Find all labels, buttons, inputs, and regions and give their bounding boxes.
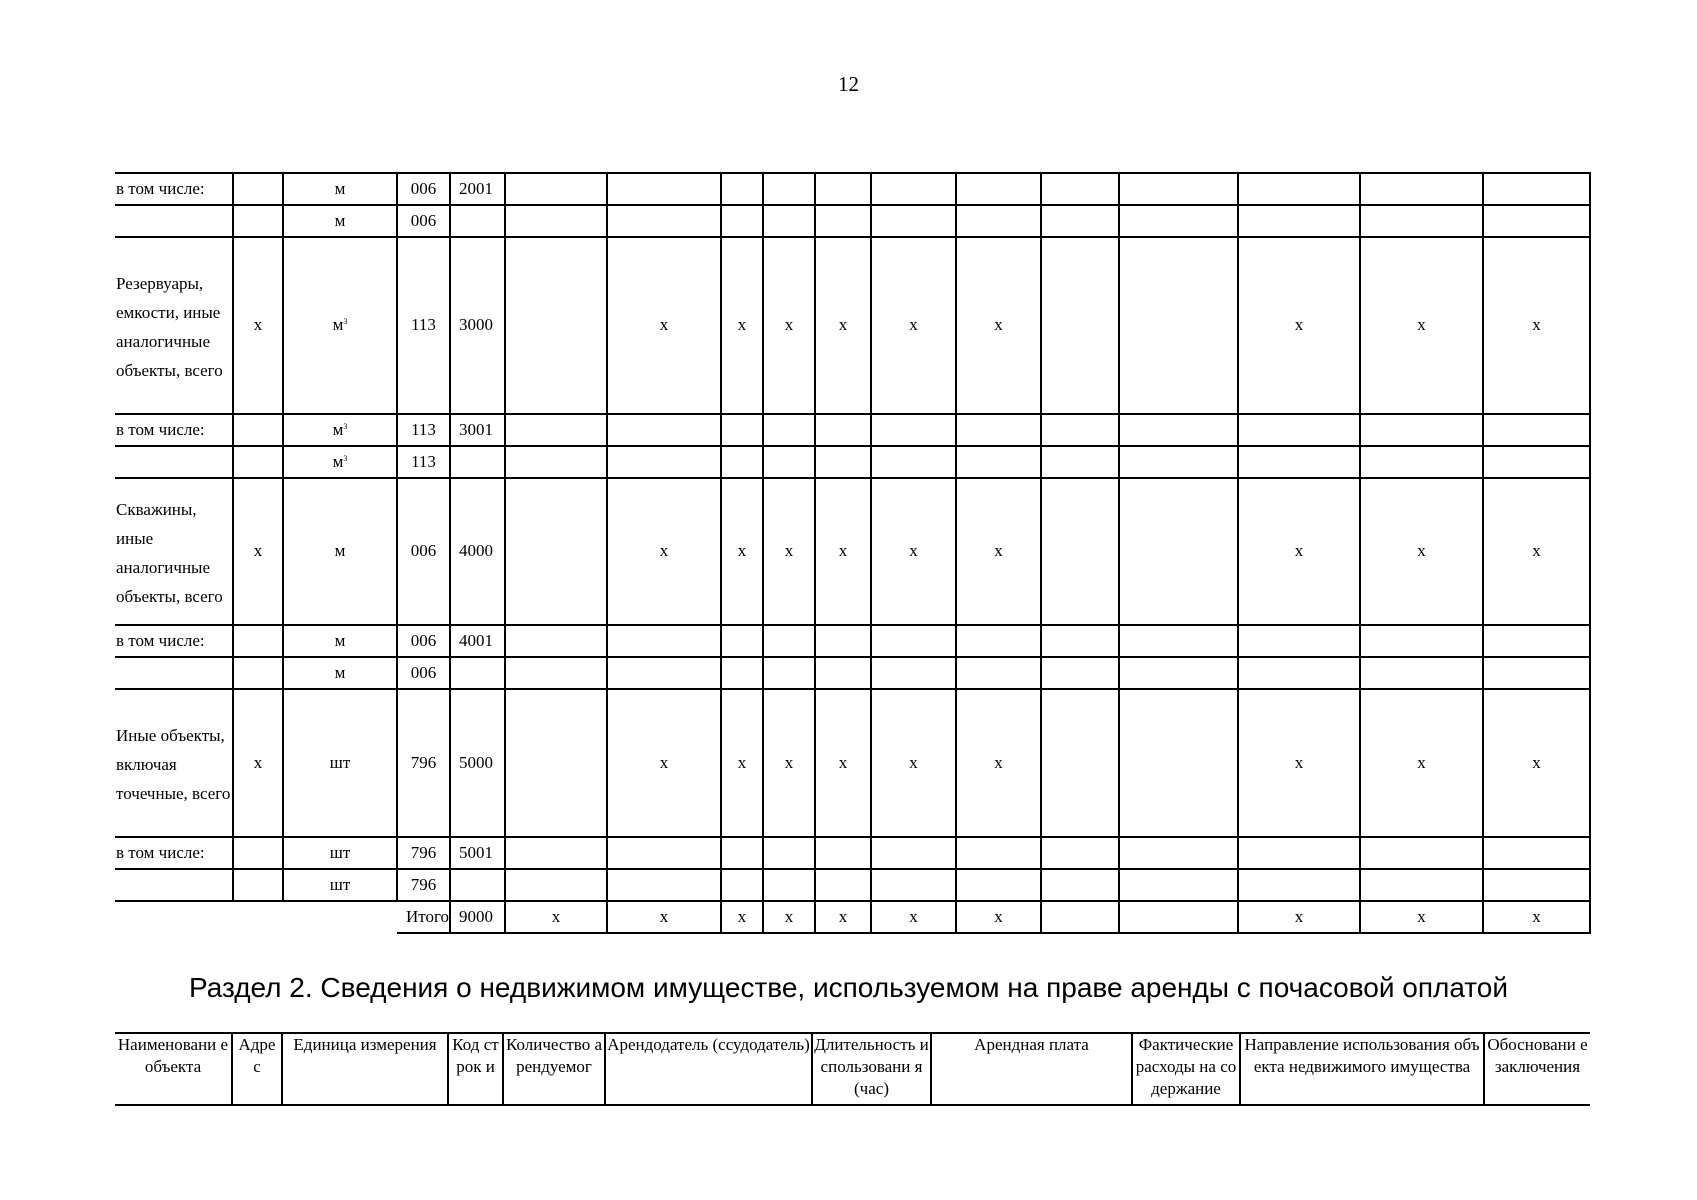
unit-superscript: 3 xyxy=(343,453,348,463)
data-cell xyxy=(1238,869,1360,901)
data-cell xyxy=(956,414,1041,446)
data-cell xyxy=(1483,414,1590,446)
table-row xyxy=(115,625,1590,657)
data-cell xyxy=(607,837,721,869)
row-code-cell xyxy=(450,446,505,478)
data-cell xyxy=(721,837,763,869)
address-cell: х xyxy=(233,689,283,837)
unit-cell xyxy=(283,625,397,657)
data-cell xyxy=(505,478,607,625)
data-cell xyxy=(1360,837,1483,869)
data-cell xyxy=(1483,869,1590,901)
total-data-cell: х xyxy=(1360,901,1483,933)
data-cell: х xyxy=(871,478,956,625)
data-cell xyxy=(1119,689,1238,837)
row-code-cell: 4001 xyxy=(450,625,505,657)
data-cell xyxy=(1119,446,1238,478)
data-cell xyxy=(1360,869,1483,901)
data-cell: х xyxy=(1238,237,1360,414)
data-cell xyxy=(871,625,956,657)
section2-header-cell: Обосновани е заключения xyxy=(1484,1033,1590,1105)
data-cell xyxy=(815,173,871,205)
section2-header-cell: Код строк и xyxy=(448,1033,503,1105)
section1-table xyxy=(115,172,1591,934)
address-cell xyxy=(233,869,283,901)
total-data-cell xyxy=(1041,901,1119,933)
unit-text: м xyxy=(334,630,346,650)
object-name-cell xyxy=(115,869,233,901)
data-cell xyxy=(1041,689,1119,837)
address-cell xyxy=(233,414,283,446)
data-cell xyxy=(1238,657,1360,689)
unit-text: м xyxy=(334,541,346,561)
table-row xyxy=(115,237,1590,414)
table-row xyxy=(115,869,1590,901)
data-cell xyxy=(1360,657,1483,689)
data-cell xyxy=(763,414,815,446)
unit-cell xyxy=(283,237,397,414)
data-cell xyxy=(1483,837,1590,869)
data-cell xyxy=(1238,173,1360,205)
section2-header-cell: Арендная плата xyxy=(931,1033,1132,1105)
data-cell xyxy=(721,205,763,237)
table-row xyxy=(115,446,1590,478)
data-cell: х xyxy=(763,237,815,414)
data-cell xyxy=(763,837,815,869)
unit-cell xyxy=(283,478,397,625)
data-cell xyxy=(505,689,607,837)
data-cell xyxy=(1119,205,1238,237)
data-cell xyxy=(871,869,956,901)
data-cell xyxy=(1360,414,1483,446)
address-cell xyxy=(233,446,283,478)
data-cell: х xyxy=(721,689,763,837)
data-cell xyxy=(1483,173,1590,205)
data-cell xyxy=(1041,173,1119,205)
data-cell xyxy=(956,837,1041,869)
total-label: Итого xyxy=(397,901,450,933)
data-cell xyxy=(607,205,721,237)
object-name-cell: в том числе: xyxy=(115,414,233,446)
unit-cell xyxy=(283,657,397,689)
data-cell xyxy=(721,869,763,901)
address-cell: х xyxy=(233,478,283,625)
okei-code-cell: 796 xyxy=(397,869,450,901)
unit-cell xyxy=(283,414,397,446)
data-cell xyxy=(505,446,607,478)
data-cell xyxy=(1238,625,1360,657)
unit-cell xyxy=(283,869,397,901)
section2-title: Раздел 2. Сведения о недвижимом имуществе, используемом на праве аренды с почасовой оплатой xyxy=(188,972,1509,1003)
data-cell xyxy=(607,625,721,657)
data-cell: х xyxy=(956,237,1041,414)
data-cell: х xyxy=(1238,478,1360,625)
data-cell xyxy=(763,657,815,689)
data-cell xyxy=(505,657,607,689)
total-data-cell: х xyxy=(956,901,1041,933)
data-cell xyxy=(1119,173,1238,205)
data-cell xyxy=(956,869,1041,901)
unit-text: м xyxy=(332,419,344,439)
data-cell xyxy=(721,657,763,689)
unit-text: шт xyxy=(329,842,351,862)
data-cell xyxy=(1041,837,1119,869)
data-cell xyxy=(871,173,956,205)
section2-header-cell: Адре с xyxy=(232,1033,282,1105)
total-data-cell: х xyxy=(721,901,763,933)
data-cell: х xyxy=(815,237,871,414)
data-cell xyxy=(763,869,815,901)
data-cell xyxy=(871,205,956,237)
unit-text: шт xyxy=(329,752,351,772)
total-data-cell: х xyxy=(871,901,956,933)
data-cell xyxy=(815,837,871,869)
data-cell xyxy=(1119,625,1238,657)
data-cell xyxy=(505,414,607,446)
okei-code-cell: 113 xyxy=(397,237,450,414)
okei-code-cell: 113 xyxy=(397,446,450,478)
data-cell xyxy=(1360,446,1483,478)
data-cell xyxy=(1483,205,1590,237)
data-cell xyxy=(1360,173,1483,205)
data-cell xyxy=(607,657,721,689)
row-code-cell: 4000 xyxy=(450,478,505,625)
table-row xyxy=(115,689,1590,837)
data-cell xyxy=(1238,837,1360,869)
unit-superscript: 3 xyxy=(343,421,348,431)
data-cell xyxy=(607,869,721,901)
object-name-cell: в том числе: xyxy=(115,173,233,205)
unit-text: м xyxy=(332,451,344,471)
data-cell xyxy=(763,173,815,205)
data-cell xyxy=(1119,237,1238,414)
data-cell xyxy=(1041,237,1119,414)
data-cell xyxy=(1360,205,1483,237)
unit-cell xyxy=(283,689,397,837)
data-cell: х xyxy=(763,689,815,837)
data-cell xyxy=(956,205,1041,237)
row-code-cell: 3001 xyxy=(450,414,505,446)
section2-header-cell: Фактические расходы на содержание xyxy=(1132,1033,1240,1105)
object-name-cell: в том числе: xyxy=(115,625,233,657)
unit-text: м xyxy=(334,178,346,198)
data-cell: х xyxy=(721,478,763,625)
data-cell xyxy=(956,173,1041,205)
data-cell: х xyxy=(956,478,1041,625)
data-cell xyxy=(1041,657,1119,689)
data-cell: х xyxy=(815,689,871,837)
data-cell xyxy=(871,837,956,869)
total-row xyxy=(115,901,1590,933)
data-cell xyxy=(721,625,763,657)
address-cell: х xyxy=(233,237,283,414)
data-cell xyxy=(1119,414,1238,446)
object-name-cell xyxy=(115,657,233,689)
data-cell: х xyxy=(763,478,815,625)
data-cell xyxy=(1360,625,1483,657)
data-cell xyxy=(1041,869,1119,901)
data-cell: х xyxy=(1238,689,1360,837)
data-cell xyxy=(871,414,956,446)
data-cell: х xyxy=(1360,689,1483,837)
section2-header-cell: Направление использования объекта недвижимого имущества xyxy=(1240,1033,1484,1105)
data-cell xyxy=(505,237,607,414)
data-cell: х xyxy=(1483,237,1590,414)
data-cell xyxy=(956,657,1041,689)
address-cell xyxy=(233,625,283,657)
data-cell xyxy=(1483,657,1590,689)
section2-header-cell: Наименовани е объекта xyxy=(115,1033,232,1105)
data-cell xyxy=(956,446,1041,478)
data-cell: х xyxy=(1360,237,1483,414)
unit-text: м xyxy=(334,662,346,682)
okei-code-cell: 006 xyxy=(397,625,450,657)
total-data-cell: х xyxy=(1238,901,1360,933)
data-cell: х xyxy=(607,478,721,625)
data-cell xyxy=(505,869,607,901)
data-cell: х xyxy=(871,237,956,414)
total-data-cell: х xyxy=(1483,901,1590,933)
total-data-cell: х xyxy=(815,901,871,933)
object-name-cell xyxy=(115,205,233,237)
table-row xyxy=(115,837,1590,869)
data-cell xyxy=(1041,414,1119,446)
data-cell xyxy=(815,414,871,446)
okei-code-cell: 006 xyxy=(397,478,450,625)
data-cell xyxy=(505,625,607,657)
data-cell xyxy=(607,446,721,478)
unit-cell xyxy=(283,837,397,869)
address-cell xyxy=(233,657,283,689)
data-cell xyxy=(1041,446,1119,478)
data-cell xyxy=(1119,478,1238,625)
data-cell: х xyxy=(1360,478,1483,625)
data-cell xyxy=(505,837,607,869)
data-cell xyxy=(763,446,815,478)
data-cell xyxy=(763,625,815,657)
okei-code-cell: 006 xyxy=(397,657,450,689)
table-row xyxy=(115,205,1590,237)
okei-code-cell: 006 xyxy=(397,205,450,237)
data-cell xyxy=(815,657,871,689)
unit-text: шт xyxy=(329,874,351,894)
data-cell xyxy=(1238,414,1360,446)
data-cell xyxy=(1483,625,1590,657)
total-data-cell: х xyxy=(505,901,607,933)
data-cell xyxy=(1119,837,1238,869)
data-cell xyxy=(607,173,721,205)
data-cell: х xyxy=(607,237,721,414)
object-name-cell: Резервуары, емкости, иные аналогичные объекты, всего xyxy=(115,237,233,414)
table-row xyxy=(115,414,1590,446)
okei-code-cell: 006 xyxy=(397,173,450,205)
data-cell xyxy=(815,869,871,901)
unit-text: м xyxy=(332,315,344,335)
address-cell xyxy=(233,173,283,205)
data-cell xyxy=(956,625,1041,657)
object-name-cell: Иные объекты, включая точечные, всего xyxy=(115,689,233,837)
total-data-cell: х xyxy=(607,901,721,933)
section2-header-cell: Арендодатель (ссудодатель) xyxy=(605,1033,812,1105)
data-cell xyxy=(763,205,815,237)
data-cell: х xyxy=(607,689,721,837)
data-cell xyxy=(1483,446,1590,478)
page-number: 12 xyxy=(838,72,859,96)
data-cell xyxy=(1238,446,1360,478)
data-cell xyxy=(871,446,956,478)
unit-cell xyxy=(283,173,397,205)
total-blank xyxy=(115,901,397,933)
data-cell xyxy=(505,173,607,205)
okei-code-cell: 796 xyxy=(397,837,450,869)
row-code-cell: 3000 xyxy=(450,237,505,414)
data-cell xyxy=(721,173,763,205)
row-code-cell xyxy=(450,205,505,237)
row-code-cell xyxy=(450,657,505,689)
data-cell xyxy=(1119,657,1238,689)
object-name-cell: в том числе: xyxy=(115,837,233,869)
table-row xyxy=(115,478,1590,625)
data-cell xyxy=(1041,625,1119,657)
unit-superscript: 3 xyxy=(343,317,348,327)
data-cell: х xyxy=(871,689,956,837)
data-cell xyxy=(607,414,721,446)
data-cell xyxy=(1238,205,1360,237)
data-cell xyxy=(721,414,763,446)
data-cell: х xyxy=(815,478,871,625)
data-cell xyxy=(1041,478,1119,625)
total-data-cell xyxy=(1119,901,1238,933)
unit-cell xyxy=(283,205,397,237)
data-cell xyxy=(871,657,956,689)
okei-code-cell: 796 xyxy=(397,689,450,837)
address-cell xyxy=(233,205,283,237)
data-cell: х xyxy=(1483,478,1590,625)
address-cell xyxy=(233,837,283,869)
row-code-cell: 5000 xyxy=(450,689,505,837)
total-code: 9000 xyxy=(450,901,505,933)
unit-text: м xyxy=(334,210,346,230)
table-row xyxy=(115,173,1590,205)
data-cell xyxy=(721,446,763,478)
section2-header-cell: Длительность использовани я (час) xyxy=(812,1033,931,1105)
data-cell xyxy=(815,446,871,478)
row-code-cell xyxy=(450,869,505,901)
object-name-cell: Скважины, иные аналогичные объекты, всего xyxy=(115,478,233,625)
data-cell xyxy=(1119,869,1238,901)
row-code-cell: 2001 xyxy=(450,173,505,205)
okei-code-cell: 113 xyxy=(397,414,450,446)
data-cell: х xyxy=(956,689,1041,837)
row-code-cell: 5001 xyxy=(450,837,505,869)
object-name-cell xyxy=(115,446,233,478)
data-cell xyxy=(815,625,871,657)
data-cell xyxy=(505,205,607,237)
data-cell xyxy=(1041,205,1119,237)
table-row xyxy=(115,657,1590,689)
unit-cell xyxy=(283,446,397,478)
section2-header-cell: Количество арендуемог xyxy=(503,1033,605,1105)
data-cell: х xyxy=(1483,689,1590,837)
total-data-cell: х xyxy=(763,901,815,933)
data-cell: х xyxy=(721,237,763,414)
data-cell xyxy=(815,205,871,237)
section2-header-table xyxy=(115,1032,1590,1106)
section2-header-cell: Единица измерения xyxy=(282,1033,448,1105)
